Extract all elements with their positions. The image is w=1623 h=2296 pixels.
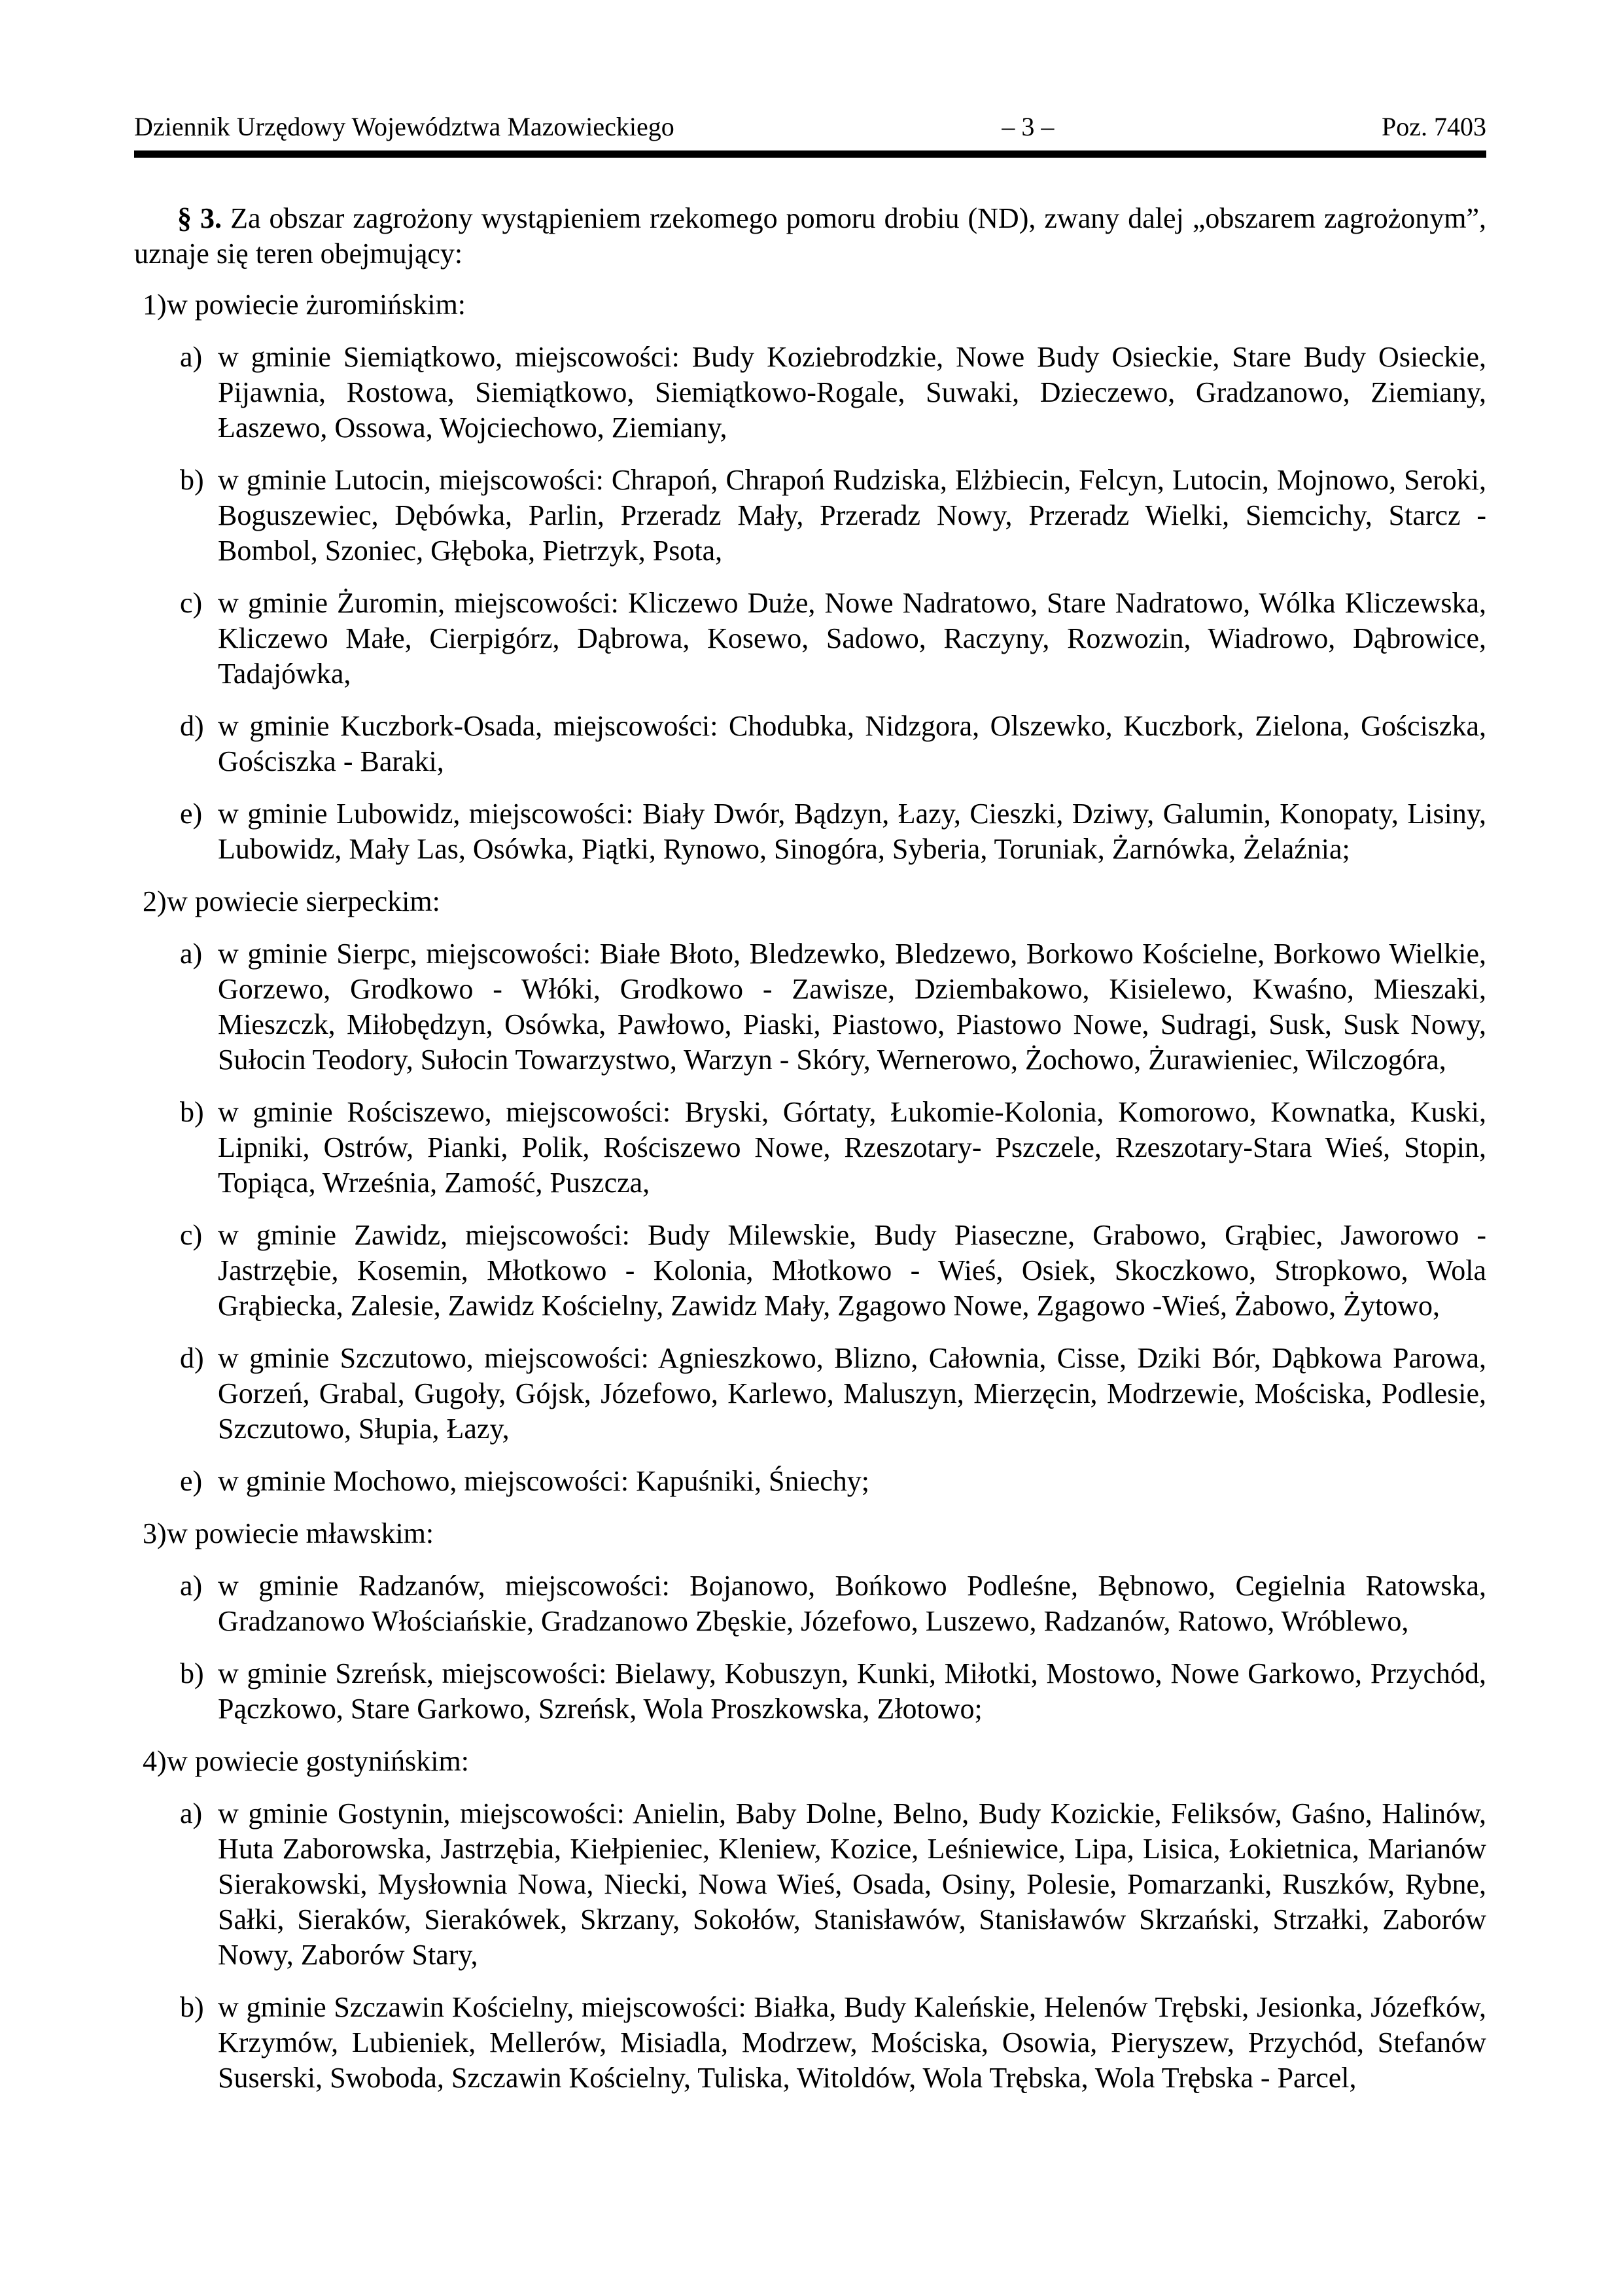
- outline-subitem-gmina-zawidz: [134, 1218, 1486, 1324]
- outline-subitem-gmina-sierpc: [134, 936, 1486, 1078]
- outline-subitem-marker: b): [180, 1657, 204, 1689]
- outline-subitem-gmina-zuromin: [134, 586, 1486, 692]
- section-3-text: Za obszar zagrożony wystąpieniem rzekomego pomoru drobiu (ND), zwany dalej „obszarem zagrożonym”, uznaje się teren obejmujący:: [134, 202, 1486, 270]
- outline-subitem-text: w gminie Szreńsk, miejscowości: Bielawy, Kobuszyn, Kunki, Miłotki, Mostowo, Nowe Garkowo, Przychód, Pączkowo, Stare Garkowo, Szreńsk, Wola Proszkowska, Złotowo;: [218, 1657, 1486, 1725]
- outline-subitem-gmina-szczawin-koscielny: [134, 1990, 1486, 2096]
- outline-subitem-text: w gminie Rościszewo, miejscowości: Bryski, Górtaty, Łukomie-Kolonia, Komorowo, Kownatka, Kuski, Lipniki, Ostrów, Pianki, Polik, Rościszewo Nowe, Rzeszotary- Pszczele, Rzeszotary-Stara Wieś, Stopin, Topiąca, Września, Zamość, Puszcza,: [218, 1096, 1486, 1199]
- outline-subitem-marker: a): [180, 938, 203, 970]
- outline-item-text: w powiecie sierpeckim:: [167, 885, 440, 917]
- outline-subitem-marker: b): [180, 1096, 204, 1128]
- outline-subitem-gmina-gostynin: [134, 1796, 1486, 1973]
- outline-subitem-marker: b): [180, 464, 204, 496]
- outline-subitem-marker: a): [180, 1797, 203, 1829]
- page-header: [134, 113, 1486, 141]
- outline-subitem-marker: a): [180, 341, 203, 373]
- outline-subitem-marker: d): [180, 710, 204, 742]
- outline-item-powiat-gostyninski: [134, 1744, 1486, 1779]
- outline-subitem-marker: d): [180, 1342, 204, 1374]
- outline-subitem-marker: e): [180, 1465, 203, 1497]
- outline-item-marker: 2): [143, 885, 167, 917]
- outline-subitem-text: w gminie Lutocin, miejscowości: Chrapoń, Chrapoń Rudziska, Elżbiecin, Felcyn, Lutocin, Mojnowo, Seroki, Boguszewiec, Dębówka, Parlin, Przeradz Mały, Przeradz Nowy, Przeradz Wielki, Siemcichy, Starcz - Bombol, Szoniec, Głęboka, Pietrzyk, Psota,: [218, 464, 1486, 567]
- outline-item-powiat-zurominski: [134, 287, 1486, 323]
- outline-subitem-text: w gminie Zawidz, miejscowości: Budy Milewskie, Budy Piaseczne, Grabowo, Grąbiec, Jaworowo - Jastrzębie, Kosemin, Młotkowo - Kolonia, Młotkowo - Wieś, Osiek, Skoczkowo, Stropkowo, Wola Grąbiecka, Zalesie, Zawidz Kościelny, Zawidz Mały, Zgagowo Nowe, Zgagowo -Wieś, Żabowo, Żytowo,: [218, 1219, 1486, 1322]
- outline-subitem-text: w gminie Lubowidz, miejscowości: Biały Dwór, Bądzyn, Łazy, Cieszki, Dziwy, Galumin, Konopaty, Lisiny, Lubowidz, Mały Las, Osówka, Piątki, Rynowo, Sinogóra, Syberia, Toruniak, Żarnówka, Żelaźnia;: [218, 798, 1486, 865]
- outline-subitem-text: w gminie Kuczbork-Osada, miejscowości: Chodubka, Nidzgora, Olszewko, Kuczbork, Zielona, Gościszka, Gościszka - Baraki,: [218, 710, 1486, 777]
- outline-subitem-gmina-mochowo: [134, 1464, 1486, 1499]
- outline-subitem-text: w gminie Siemiątkowo, miejscowości: Budy Koziebrodzkie, Nowe Budy Osieckie, Stare Budy Osieckie, Pijawnia, Rostowa, Siemiątkowo, Siemiątkowo-Rogale, Suwaki, Dzieczewo, Gradzanowo, Ziemiany, Łaszewo, Ossowa, Wojciechowo, Ziemiany,: [218, 341, 1486, 444]
- outline-subitem-text: w gminie Żuromin, miejscowości: Kliczewo Duże, Nowe Nadratowo, Stare Nadratowo, Wólka Kliczewska, Kliczewo Małe, Cierpigórz, Dąbrowa, Kosewo, Sadowo, Raczyny, Rozwozin, Wiadrowo, Dąbrowice, Tadajówka,: [218, 587, 1486, 690]
- header-position-number: Poz. 7403: [1381, 112, 1486, 141]
- outline-item-marker: 4): [143, 1745, 167, 1777]
- outline-subitem-gmina-lutocin: [134, 463, 1486, 569]
- outline-item-text: w powiecie żuromińskim:: [167, 289, 466, 321]
- outline-subitem-marker: c): [180, 587, 203, 619]
- outline-item-marker: 3): [143, 1517, 167, 1549]
- outline-subitem-text: w gminie Sierpc, miejscowości: Białe Błoto, Bledzewko, Bledzewo, Borkowo Kościelne, Borkowo Wielkie, Gorzewo, Grodkowo - Włóki, Grodkowo - Zawisze, Dziembakowo, Kisielewo, Kwaśno, Mieszaki, Mieszczk, Miłobędzyn, Osówka, Pawłowo, Piaski, Piastowo, Piastowo Nowe, Sudragi, Susk, Susk Nowy, Sułocin Teodory, Sułocin Towarzystwo, Warzyn - Skóry, Wernerowo, Żochowo, Żurawieniec, Wilczogóra,: [218, 938, 1486, 1076]
- outline-subitem-text: w gminie Szczawin Kościelny, miejscowości: Białka, Budy Kaleńskie, Helenów Trębski, Jesionka, Józefków, Krzymów, Lubieniek, Mellerów, Misiadla, Modrzew, Mościska, Osowia, Pieryszew, Przychód, Stefanów Suserski, Swoboda, Szczawin Kościelny, Tuliska, Witoldów, Wola Trębska, Wola Trębska - Parcel,: [218, 1991, 1486, 2094]
- section-3-number: § 3.: [177, 202, 222, 234]
- outline-item-powiat-mlawski: [134, 1516, 1486, 1551]
- header-page-number: – 3 –: [1002, 112, 1055, 141]
- outline-subitem-text: w gminie Mochowo, miejscowości: Kapuśniki, Śniechy;: [218, 1465, 869, 1497]
- outline-item-text: w powiecie gostynińskim:: [167, 1745, 469, 1777]
- outline-item-text: w powiecie mławskim:: [167, 1517, 434, 1549]
- outline-subitem-marker: a): [180, 1570, 203, 1602]
- outline-subitem-gmina-lubowidz: [134, 796, 1486, 867]
- outline-subitem-gmina-szrensk: [134, 1656, 1486, 1727]
- outline-subitem-text: w gminie Szczutowo, miejscowości: Agnieszkowo, Blizno, Całownia, Cisse, Dziki Bór, Dąbkowa Parowa, Gorzeń, Grabal, Gugoły, Gójsk, Józefowo, Karlewo, Maluszyn, Mierzęcin, Modrzewie, Mościska, Podlesie, Szczutowo, Słupia, Łazy,: [218, 1342, 1486, 1445]
- outline-item-powiat-sierpecki: [134, 884, 1486, 919]
- outline-subitem-gmina-rosciszewo: [134, 1095, 1486, 1201]
- outline-subitem-gmina-szczutowo: [134, 1341, 1486, 1447]
- header-journal-title: Dziennik Urzędowy Województwa Mazowieckiego: [134, 112, 674, 141]
- section-3-paragraph: [134, 201, 1486, 272]
- outline-subitem-text: w gminie Gostynin, miejscowości: Anielin, Baby Dolne, Belno, Budy Kozickie, Feliksów, Gaśno, Halinów, Huta Zaborowska, Jastrzębia, Kiełpieniec, Kleniew, Kozice, Leśniewice, Lipa, Lisica, Łokietnica, Marianów Sierakowski, Mysłownia Nowa, Niecki, Nowa Wieś, Osada, Osiny, Polesie, Pomarzanki, Ruszków, Rybne, Sałki, Sieraków, Sierakówek, Skrzany, Sokołów, Stanisławów, Stanisławów Skrzański, Strzałki, Zaborów Nowy, Zaborów Stary,: [218, 1797, 1486, 1971]
- outline-subitem-marker: e): [180, 798, 203, 830]
- header-divider-rule: [134, 150, 1486, 158]
- outline-subitem-marker: c): [180, 1219, 203, 1251]
- document-body: [134, 201, 1486, 2096]
- outline-subitem-gmina-kuczbork-osada: [134, 709, 1486, 779]
- outline-subitem-gmina-radzanow: [134, 1568, 1486, 1639]
- outline-subitem-gmina-siemiatkowo: [134, 340, 1486, 446]
- outline-subitem-text: w gminie Radzanów, miejscowości: Bojanowo, Bońkowo Podleśne, Bębnowo, Cegielnia Ratowska, Gradzanowo Włościańskie, Gradzanowo Zbęskie, Józefowo, Luszewo, Radzanów, Ratowo, Wróblewo,: [218, 1570, 1486, 1637]
- outline-item-marker: 1): [143, 289, 167, 321]
- outline-subitem-marker: b): [180, 1991, 204, 2023]
